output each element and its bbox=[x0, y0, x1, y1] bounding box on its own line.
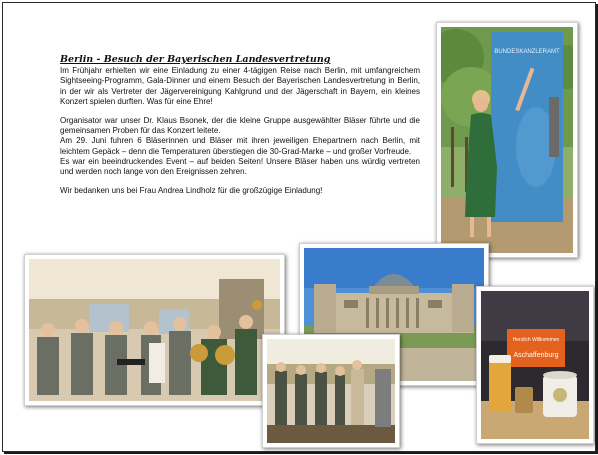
photo-small-performance bbox=[262, 334, 400, 448]
sign-greeting: Herzlich Willkommen bbox=[512, 337, 560, 343]
photo-welcome-sign bbox=[476, 286, 594, 444]
paragraph-event: Es war ein beeindruckendes Event – auf beiden Seiten! Unsere Bläser haben uns würdig vertreten und werden noch lange von den Ereignissen zehren. bbox=[60, 156, 420, 177]
banner-text: BUNDESKANZLERAMT bbox=[494, 49, 560, 55]
paragraph-organizer: Organisator war unser Dr. Klaus Bsonek, der die kleine Gruppe ausgewählter Bläser führte und die gemeinsamen Proben für das Konzert leitete. bbox=[60, 116, 420, 136]
paragraph-thanks: Wir bedanken uns bei Frau Andrea Lindholz für die großzügige Einladung! bbox=[60, 186, 323, 196]
photo-woman-bundeskanzleramt bbox=[436, 22, 578, 258]
article-title: Berlin - Besuch der Bayerischen Landesvertretung bbox=[60, 54, 331, 65]
article bbox=[60, 55, 420, 205]
sign-city: Aschaffenburg bbox=[513, 352, 559, 359]
paragraph-journey: Am 29. Juni fuhren 6 Bläserinnen und Bläser mit ihren jeweiligen Ehepartnern nach Berlin, mit leichtem Gepäck – denn die Temperaturen überstiegen die 30-Grad-Marke – und großer Vorfreude. bbox=[60, 136, 420, 156]
paragraph-invitation: Im Frühjahr erhielten wir eine Einladung zu einer 4-tägigen Reise nach Berlin, mit umfangreichem Sightseeing-Programm, Gala-Dinner und einem Besuch der Bayerischen Landesvertretung in Berlin, in der wir als Vertreter der Jägervereinigung Kahlgrund und der Jägerschaft in Bayern, ein kleines Konzert spielen durften. Was für eine Ehre! bbox=[60, 66, 420, 106]
photo-band-hall bbox=[24, 254, 285, 406]
